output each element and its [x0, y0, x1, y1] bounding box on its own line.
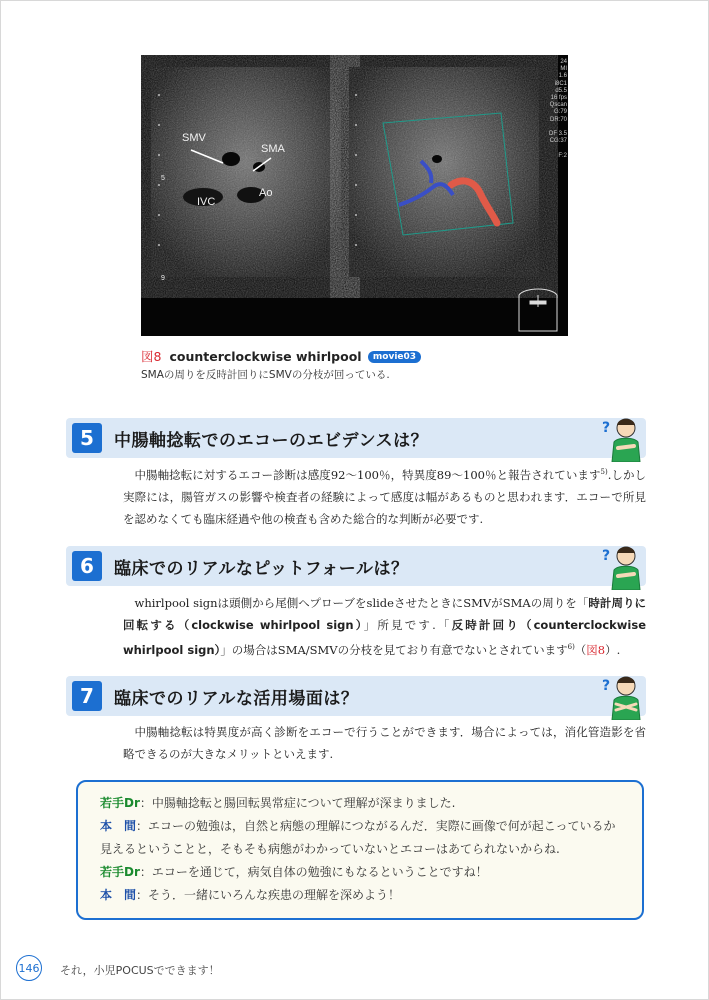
dialog-line: 若手Dr：エコーを通じて，病気自体の勉強にもなるということですね！	[100, 865, 488, 879]
running-footer: それ，小児POCUSでできます！	[60, 964, 220, 977]
label-ivc: IVC	[197, 196, 216, 208]
figure-title: counterclockwise whirlpool	[169, 349, 362, 364]
figure-caption	[141, 347, 421, 365]
figure-8-link[interactable]: 図8	[586, 642, 606, 657]
dialog-line: 本 間：そう．一緒にいろんな疾患の理解を深めよう！	[100, 888, 401, 902]
svg-text:?: ?	[602, 420, 611, 436]
section-number: 6	[72, 551, 102, 581]
dialog-line: 若手Dr：中腸軸捻転と腸回転異常症について理解が深まりました.	[100, 796, 456, 810]
dialog-line: 本 間：エコーの勉強は，自然と病態の理解につながるんだ．実際に画像で何が起こっているか見えるということと，そもそも病態がわかっていないとエコーはあてられないからね.	[100, 819, 616, 856]
svg-text:?: ?	[602, 678, 611, 694]
section-6-body: whirlpool signは頭側から尾側へプローブをslideさせたときにSMVがSMAの周りを「時計周りに回転する（clockwise whirlpool sign）」所見です.「反時計回り（counterclockwise whirlpool sign）」の場合はSMA/SMVの分枝を見ており有意でないとされています$^{6)}$（図8）.	[123, 596, 647, 657]
dialog-box	[76, 780, 644, 920]
depth-mark-9: 9	[161, 275, 165, 282]
svg-text:?: ?	[602, 548, 611, 564]
label-smv: SMV	[182, 132, 206, 144]
label-sma: SMA	[261, 143, 285, 155]
section-7-header	[66, 676, 646, 716]
figure-description: SMAの周りを反時計回りにSMVの分枝が回っている.	[141, 369, 390, 381]
section-title: 中腸軸捻転でのエコーのエビデンスは？	[114, 431, 429, 451]
scanner-parameters: 24 MI 1.6 i8C1 d5.5 16 fps Qscan G:79 DR:70 DF 3.5 CG:37 F:2	[548, 59, 567, 159]
section-6-header	[66, 546, 646, 586]
worried-doctor-icon	[602, 668, 642, 720]
section-number: 7	[72, 681, 102, 711]
figure-number: 図8	[141, 349, 162, 364]
section-title: 臨床でのリアルなピットフォールは？	[114, 559, 409, 579]
section-title: 臨床でのリアルな活用場面は？	[114, 689, 359, 709]
section-number: 5	[72, 423, 102, 453]
thinking-doctor-icon	[602, 410, 642, 462]
ultrasound-figure	[141, 55, 568, 336]
movie-badge[interactable]: movie03	[368, 351, 421, 363]
section-5-header	[66, 418, 646, 458]
depth-mark-5: 5	[161, 175, 165, 182]
page-number: 146	[16, 955, 42, 981]
label-ao: Ao	[259, 187, 273, 199]
thinking-doctor-icon	[602, 538, 642, 590]
section-5-body: 中腸軸捻転に対するエコー診断は感度92～100％，特異度89～100％と報告されています$^{5)}$.しかし実際には，腸管ガスの影響や検査者の経験によって感度は幅があるものと思われます．エコーで所見を認めなくても臨床経過や他の検査も含めた総合的な判断が必要です.	[123, 467, 647, 526]
section-7-body: 中腸軸捻転は特異度が高く診断をエコーで行うことができます．場合によっては，消化管造影を省略できるのが大きなメリットといえます.	[123, 725, 646, 761]
body-mark-icon	[519, 289, 557, 331]
